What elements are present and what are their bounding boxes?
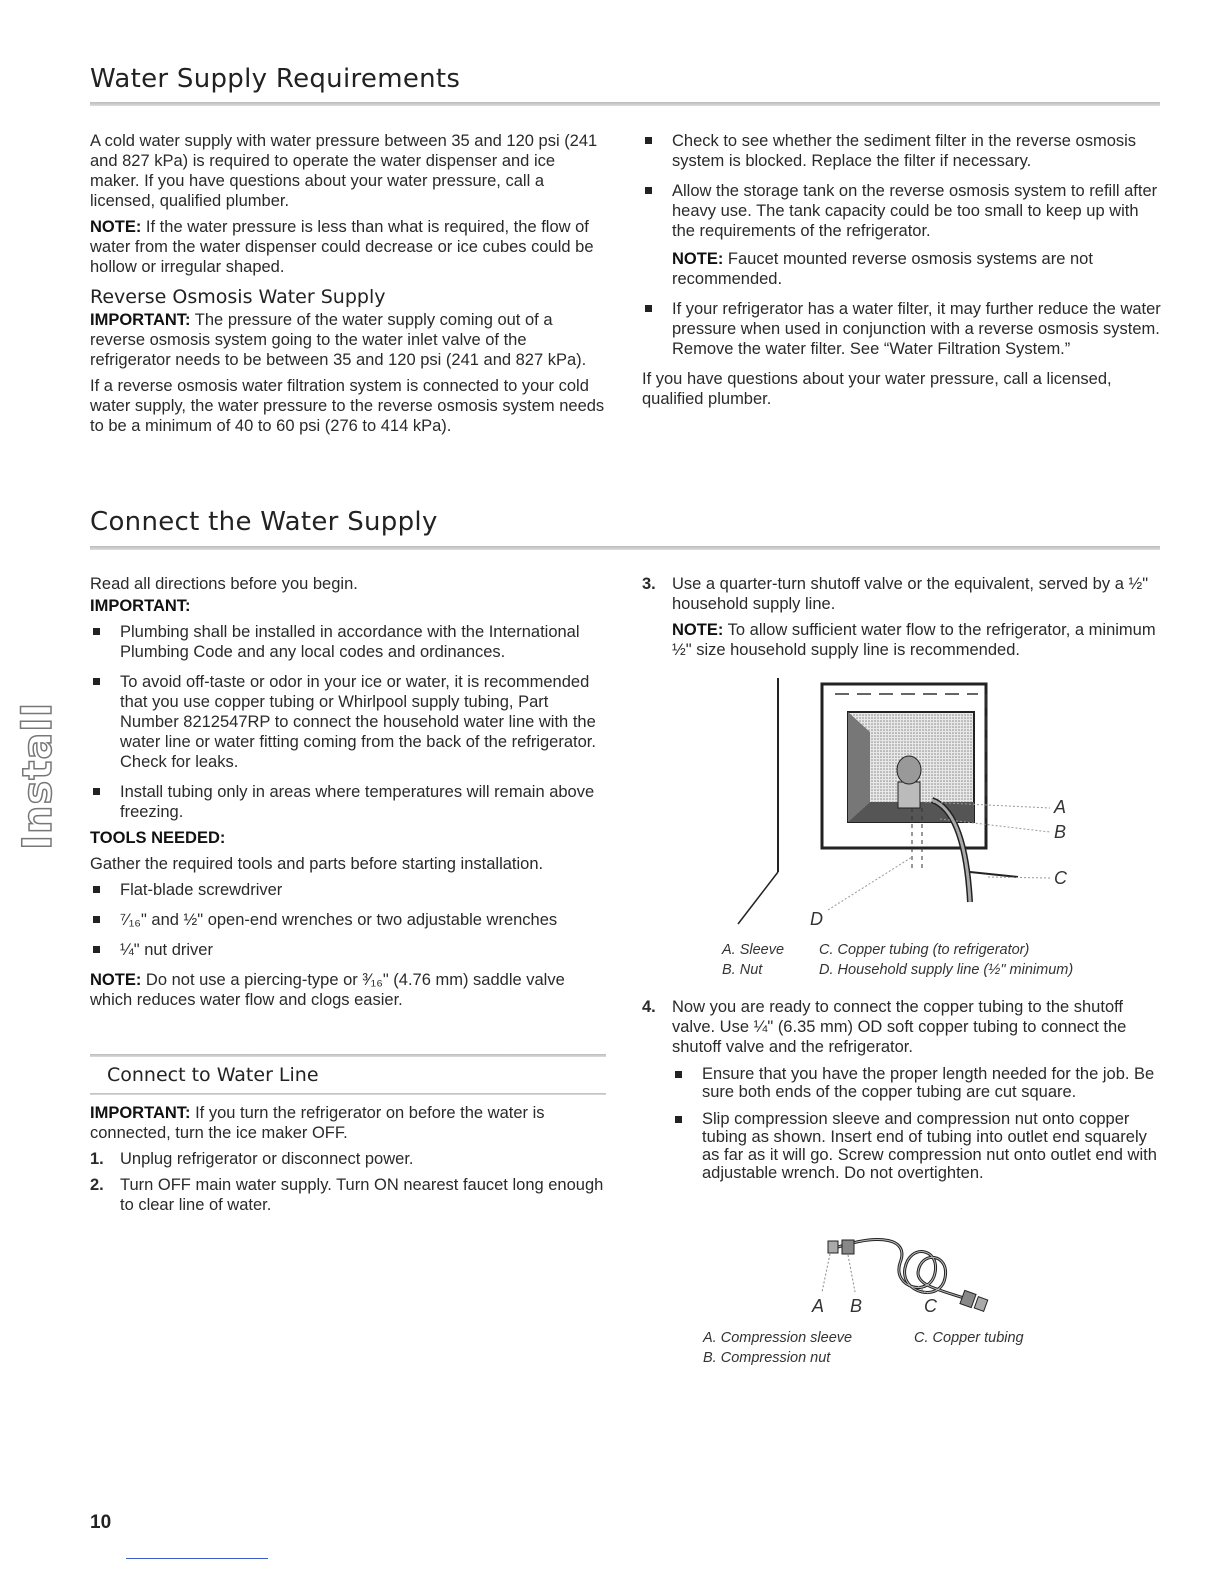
list-item: Plumbing shall be installed in accordance with the International Plumbing Code and any local codes and ordinances. xyxy=(90,622,606,662)
callout-label: B xyxy=(1054,822,1067,842)
caption-item: D. Household supply line (½" minimum) xyxy=(819,962,1074,978)
caption-item: C. Copper tubing (to refrigerator) xyxy=(819,942,1030,958)
section-divider xyxy=(90,546,1160,550)
copper-tubing-diagram xyxy=(800,1228,1010,1323)
footer-line xyxy=(126,1558,268,1559)
step-text: Turn OFF main water supply. Turn ON nearest faucet long enough to clear line of water. xyxy=(120,1176,604,1214)
section-divider xyxy=(90,102,1160,106)
caption-item: A. Compression sleeve xyxy=(703,1330,853,1346)
callout-label: A xyxy=(812,1296,825,1316)
subsection-divider xyxy=(90,1093,606,1095)
subsection-divider xyxy=(90,1054,606,1057)
shutoff-valve-diagram xyxy=(700,672,1100,932)
step xyxy=(90,1149,606,1169)
note-label: NOTE: xyxy=(90,971,142,989)
left-column-2 xyxy=(90,574,606,1010)
step-number: 1. xyxy=(90,1150,104,1168)
list-item: Install tubing only in areas where temperatures will remain above freezing. xyxy=(90,782,606,822)
note-label: NOTE: xyxy=(90,218,142,236)
note-text: To allow sufficient water flow to the refrigerator, a minimum ½" size household supply line is recommended. xyxy=(672,621,1156,659)
note xyxy=(90,970,606,1010)
note-label: NOTE: xyxy=(672,250,724,268)
paragraph: Read all directions before you begin. xyxy=(90,575,358,593)
tools-label: TOOLS NEEDED: xyxy=(90,829,226,847)
paragraph: If a reverse osmosis water filtration system is connected to your cold water supply, the water pressure to the reverse osmosis system needs to be a minimum of 40 to 60 psi (276 to 414 kPa). xyxy=(90,377,605,435)
list-item: Allow the storage tank on the reverse osmosis system to refill after heavy use. The tank capacity could be too small to keep up with the requirements of the refrigerator. xyxy=(642,181,1162,241)
list-item: ⁷⁄₁₆" and ½" open-end wrenches or two adjustable wrenches xyxy=(90,910,606,930)
step-text: Use a quarter-turn shutoff valve or the equivalent, served by a ½" household supply line. xyxy=(672,575,1149,613)
side-tab xyxy=(0,700,62,850)
paragraph: A cold water supply with water pressure between 35 and 120 psi (241 and 827 kPa) is required to operate the water dispenser and ice maker. If you have questions about your water pressure, call a licensed, qualified plumber. xyxy=(90,132,598,210)
right-column-1 xyxy=(642,131,1162,409)
important-text: The pressure of the water supply coming out of a reverse osmosis system going to the water inlet valve of the refrigerator needs to be between 35 and 120 psi (241 and 827 kPa). xyxy=(90,311,587,369)
step-text: Now you are ready to connect the copper tubing to the shutoff valve. Use ¼" (6.35 mm) OD soft copper tubing to connect the shutoff valve and the refrigerator. xyxy=(672,998,1127,1056)
page-number: 10 xyxy=(90,1512,112,1533)
list-item: If your refrigerator has a water filter, it may further reduce the water pressure when used in conjunction with a reverse osmosis system. Remove the water filter. See “Water Filtration System.” xyxy=(642,299,1162,359)
figure-caption xyxy=(703,1328,903,1368)
callout-label: B xyxy=(850,1296,863,1316)
important-note xyxy=(90,310,606,370)
note-text: Faucet mounted reverse osmosis systems are not recommended. xyxy=(672,250,1093,288)
subheading-reverse-osmosis: Reverse Osmosis Water Supply xyxy=(90,286,386,308)
caption-item: C. Copper tubing xyxy=(914,1330,1024,1346)
step xyxy=(642,574,1162,614)
step-text: Unplug refrigerator or disconnect power. xyxy=(120,1150,414,1168)
important-label: IMPORTANT: xyxy=(90,1104,191,1122)
caption-item: A. Sleeve xyxy=(722,942,785,958)
important-label: IMPORTANT: xyxy=(90,597,191,615)
right-column-2 xyxy=(642,574,1162,660)
note-text: If the water pressure is less than what is required, the flow of water from the water dispenser could decrease or ice cubes could be hollow or irregular shaped. xyxy=(90,218,594,276)
important-label: IMPORTANT: xyxy=(90,311,191,329)
figure-caption xyxy=(914,1328,1114,1348)
caption-item: B. Nut xyxy=(722,962,763,978)
subheading-connect-water-line: Connect to Water Line xyxy=(107,1064,319,1086)
step xyxy=(642,997,1162,1057)
list-item: ¼" nut driver xyxy=(90,940,606,960)
callout-label: C xyxy=(1054,868,1067,888)
list-item: Ensure that you have the proper length needed for the job. Be sure both ends of the copper tubing are cut square. xyxy=(672,1065,1162,1101)
step-number: 4. xyxy=(642,998,656,1016)
caption-item: B. Compression nut xyxy=(703,1350,831,1366)
figure-caption xyxy=(819,940,1119,980)
callout-label: A xyxy=(1054,797,1067,817)
figure-caption xyxy=(722,940,812,980)
side-tab-label: Install xyxy=(15,702,61,850)
paragraph: If you have questions about your water pressure, call a licensed, qualified plumber. xyxy=(642,370,1112,408)
note-label: NOTE: xyxy=(672,621,724,639)
right-column-3 xyxy=(642,997,1162,1182)
note xyxy=(642,249,1162,289)
note xyxy=(642,620,1162,660)
paragraph: Gather the required tools and parts before starting installation. xyxy=(90,855,544,873)
section-title-water-supply: Water Supply Requirements xyxy=(90,64,461,94)
left-column-3 xyxy=(90,1103,606,1221)
list-item: Check to see whether the sediment filter in the reverse osmosis system is blocked. Replace the filter if necessary. xyxy=(642,131,1162,171)
step xyxy=(90,1175,606,1215)
list-item: Flat-blade screwdriver xyxy=(90,880,606,900)
left-column-1 xyxy=(90,131,606,442)
important-note xyxy=(90,1103,606,1143)
note xyxy=(90,217,606,277)
callout-label: C xyxy=(924,1296,937,1316)
callout-label: D xyxy=(810,909,823,929)
step-number: 2. xyxy=(90,1176,104,1194)
section-title-connect-water: Connect the Water Supply xyxy=(90,507,438,537)
note-text: Do not use a piercing-type or ³⁄₁₆" (4.76 mm) saddle valve which reduces water flow and clogs easier. xyxy=(90,971,565,1009)
list-item: To avoid off-taste or odor in your ice or water, it is recommended that you use copper tubing or Whirlpool supply tubing, Part Number 8212547RP to connect the household water line with the water line or water fitting coming from the back of the refrigerator. Check for leaks. xyxy=(90,672,606,772)
step-number: 3. xyxy=(642,575,656,593)
important-text: If you turn the refrigerator on before the water is connected, turn the ice maker OFF. xyxy=(90,1104,545,1142)
step-sublist xyxy=(642,1065,1162,1182)
list-item: Slip compression sleeve and compression nut onto copper tubing as shown. Insert end of tubing into outlet end squarely as far as it will go. Screw compression nut onto outlet end with adjustable wrench. Do not overtighten. xyxy=(672,1110,1162,1182)
